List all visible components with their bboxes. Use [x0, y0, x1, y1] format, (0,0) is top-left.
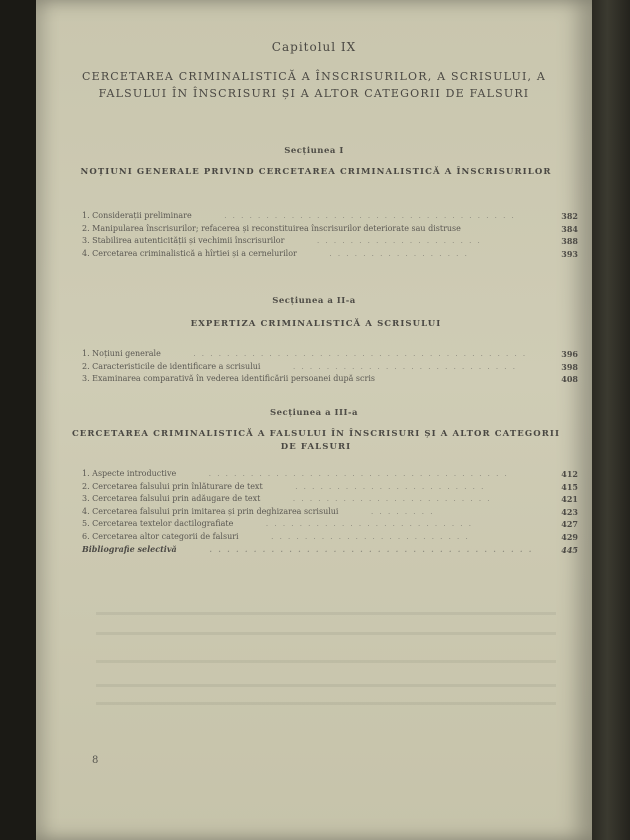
- toc-entry: 6. Cercetarea altor categorii de falsuri . . . . . . . . . . . . . . . . . . . . . . . . 429: [82, 531, 578, 542]
- section-1-toc: [82, 210, 578, 260]
- toc-entry: 4. Cercetarea criminalistică a hîrtiei și a cernelurilor . . . . . . . . . . . . . . . . . 393: [82, 248, 578, 259]
- book-edge-shadow: [592, 0, 630, 840]
- toc-entry: 4. Cercetarea falsului prin imitarea și prin deghizarea scrisului . . . . . . . . 423: [82, 506, 578, 517]
- bleed-through-line: [96, 632, 556, 635]
- toc-entry: 1. Considerații preliminare . . . . . . . . . . . . . . . . . . . . . . . . . . . . . . . . . . . 382: [82, 211, 578, 221]
- bleed-through-line: [96, 684, 556, 687]
- section-1-title: NOȚIUNI GENERALE PRIVIND CERCETAREA CRIMINALISTICĂ A ÎNSCRISURILOR: [80, 167, 552, 177]
- bleed-through-line: [96, 612, 556, 615]
- section-2-label: Secțiunea a II-a: [272, 296, 356, 306]
- toc-entry: 1. Noțiuni generale . . . . . . . . . . . . . . . . . . . . . . . . . . . . . . . . . . . . . . . . 396: [82, 349, 578, 359]
- toc-entry: 3. Cercetarea falsului prin adăugare de text . . . . . . . . . . . . . . . . . . . . . . . . 421: [82, 494, 578, 504]
- section-3-label: Secțiunea a III-a: [269, 408, 359, 418]
- chapter-heading: Capitolul IX: [271, 40, 357, 54]
- bleed-through-line: [96, 702, 556, 705]
- bleed-through-line: [96, 660, 556, 663]
- section-1-label: Secțiunea I: [284, 146, 344, 156]
- book-page: [36, 0, 592, 840]
- chapter-title: CERCETAREA CRIMINALISTICĂ A ÎNSCRISURILOR, A SCRISULUI, A FALSULUI ÎN ÎNSCRISURI ȘI A ALTOR CATEGORII DE FALSURI: [81, 70, 547, 100]
- section-3-toc: [82, 468, 578, 557]
- toc-entry-bibliography: Bibliografie selectivă . . . . . . . . . . . . . . . . . . . . . . . . . . . . . . . . . . . . . 445: [82, 544, 578, 555]
- page-number: 8: [92, 755, 99, 766]
- toc-entry: 2. Caracteristicile de identificare a scrisului . . . . . . . . . . . . . . . . . . . . . . . . . . . 398: [82, 361, 578, 372]
- toc-entry: 3. Examinarea comparativă în vederea identificării persoanei după scris 408: [82, 374, 578, 384]
- toc-entry: 5. Cercetarea textelor dactilografiate . . . . . . . . . . . . . . . . . . . . . . . . . 427: [82, 519, 578, 529]
- toc-entry: 3. Stabilirea autenticității și vechimii înscrisurilor . . . . . . . . . . . . . . . . . . . . 388: [82, 236, 578, 246]
- section-3-title: CERCETAREA CRIMINALISTICĂ A FALSULUI ÎN ÎNSCRISURI ȘI A ALTOR CATEGORII DE FALSURI: [71, 429, 561, 452]
- toc-entry: 2. Cercetarea falsului prin înlăturare de text . . . . . . . . . . . . . . . . . . . . . . . 415: [82, 481, 578, 492]
- section-2-title: EXPERTIZA CRIMINALISTICĂ A SCRISULUI: [190, 319, 442, 329]
- toc-entry: 1. Aspecte introductive . . . . . . . . . . . . . . . . . . . . . . . . . . . . . . . . . . . . 412: [82, 469, 578, 479]
- toc-entry: 2. Manipularea înscrisurilor; refacerea și reconstituirea înscrisurilor deteriorate sau distruse 384: [82, 223, 578, 234]
- section-2-toc: [82, 348, 578, 386]
